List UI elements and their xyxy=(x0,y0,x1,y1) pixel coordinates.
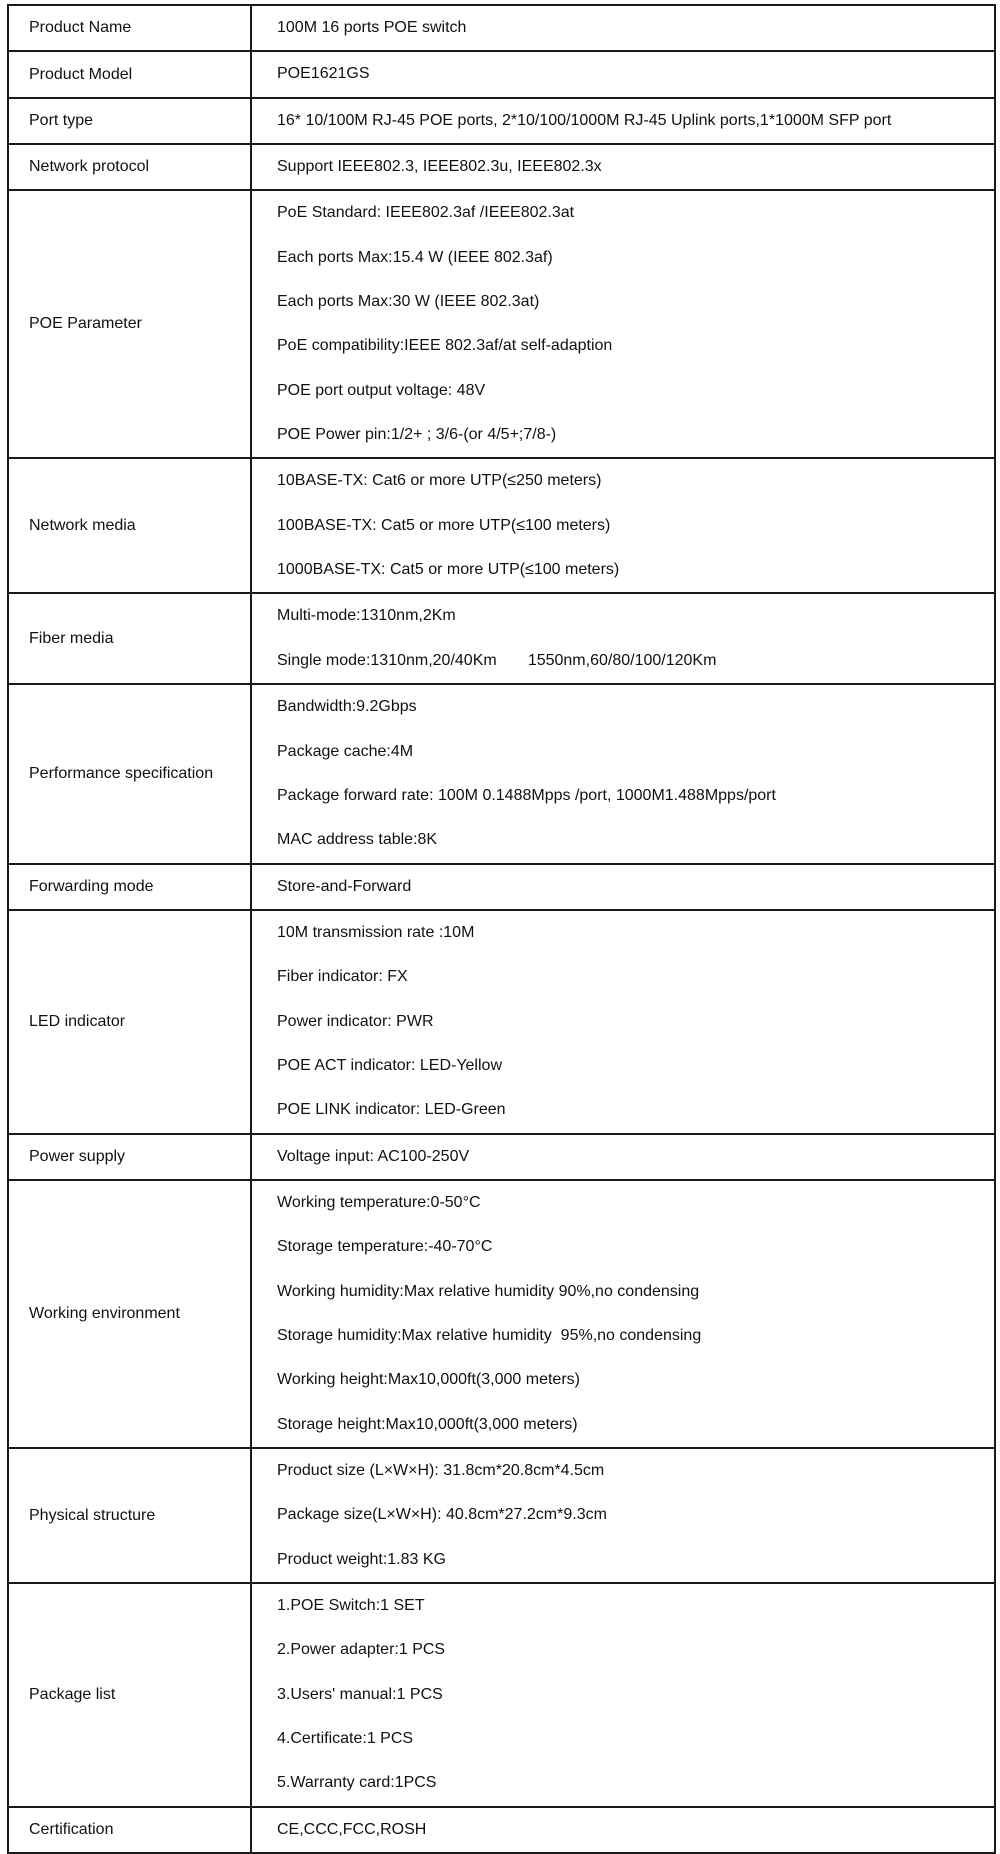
spec-label: Package list xyxy=(8,1583,251,1807)
spec-table xyxy=(7,4,996,1854)
spec-row xyxy=(8,864,995,910)
spec-row xyxy=(8,684,995,863)
spec-row xyxy=(8,1134,995,1180)
spec-label: Performance specification xyxy=(8,684,251,863)
spec-value-line: POE1621GS xyxy=(277,65,370,83)
spec-row xyxy=(8,458,995,593)
spec-value-line: Working humidity:Max relative humidity 90%,no condensing xyxy=(277,1282,700,1300)
spec-label: Certification xyxy=(8,1807,251,1853)
spec-row xyxy=(8,51,995,97)
spec-value-line: 100M 16 ports POE switch xyxy=(277,19,467,36)
spec-value-cell xyxy=(251,98,995,144)
spec-row xyxy=(8,593,995,684)
spec-value-cell xyxy=(251,1448,995,1583)
spec-row xyxy=(8,1448,995,1583)
spec-value-line: 5.Warranty card:1PCS xyxy=(277,1774,437,1792)
spec-value-line: 1.POE Switch:1 SET xyxy=(277,1597,425,1615)
spec-value-cell xyxy=(251,458,995,593)
spec-value-cell xyxy=(251,51,995,97)
spec-value-cell xyxy=(251,1180,995,1448)
spec-value-line: 100BASE-TX: Cat5 or more UTP(≤100 meters) xyxy=(277,516,611,534)
spec-value-line: POE Power pin:1/2+ ; 3/6-(or 4/5+;7/8-) xyxy=(277,426,557,444)
spec-value-cell xyxy=(251,1807,995,1853)
spec-value-cell xyxy=(251,684,995,863)
spec-label: Network media xyxy=(8,458,251,593)
spec-value-line: 10BASE-TX: Cat6 or more UTP(≤250 meters) xyxy=(277,472,602,490)
spec-value-line: Storage humidity:Max relative humidity 95%,no condensing xyxy=(277,1326,702,1344)
spec-row xyxy=(8,910,995,1134)
spec-value-line: Store-and-Forward xyxy=(277,877,412,895)
spec-value-line: Each ports Max:15.4 W (IEEE 802.3af) xyxy=(277,248,553,266)
spec-value-line: Storage height:Max10,000ft(3,000 meters) xyxy=(277,1415,578,1433)
spec-value-line: 10M transmission rate :10M xyxy=(277,923,475,941)
spec-row xyxy=(8,190,995,458)
spec-value-line: Product weight:1.83 KG xyxy=(277,1550,446,1568)
spec-value-line: 1000BASE-TX: Cat5 or more UTP(≤100 meters) xyxy=(277,561,620,579)
spec-value-line: 2.Power adapter:1 PCS xyxy=(277,1641,446,1659)
spec-value-line: 16* 10/100M RJ-45 POE ports, 2*10/100/1000M RJ-45 Uplink ports,1*1000M SFP port xyxy=(277,111,892,129)
spec-label: Fiber media xyxy=(8,593,251,684)
spec-label: Power supply xyxy=(8,1134,251,1180)
spec-value-line: POE ACT indicator: LED-Yellow xyxy=(277,1056,502,1074)
spec-value-cell xyxy=(251,144,995,190)
spec-value-line: Bandwidth:9.2Gbps xyxy=(277,698,417,716)
spec-table-body xyxy=(8,5,995,1853)
spec-value-line: Working temperature:0-50°C xyxy=(277,1193,481,1211)
spec-value-line: Power indicator: PWR xyxy=(277,1012,434,1030)
spec-value-line: Storage temperature:-40-70°C xyxy=(277,1238,493,1256)
spec-value-cell xyxy=(251,593,995,684)
spec-value-cell xyxy=(251,1134,995,1180)
spec-value-line: Package forward rate: 100M 0.1488Mpps /port, 1000M1.488Mpps/port xyxy=(277,786,776,804)
spec-value-cell xyxy=(251,190,995,458)
spec-value-cell xyxy=(251,5,995,51)
spec-value-line: POE port output voltage: 48V xyxy=(277,381,486,399)
spec-value-line: Product size (L×W×H): 31.8cm*20.8cm*4.5cm xyxy=(277,1462,605,1479)
spec-row xyxy=(8,144,995,190)
spec-row xyxy=(8,1807,995,1853)
spec-value-line: Package cache:4M xyxy=(277,742,414,760)
spec-value-line: 3.Users' manual:1 PCS xyxy=(277,1685,443,1703)
spec-value-line: Single mode:1310nm,20/40Km 1550nm,60/80/100/120Km xyxy=(277,651,717,669)
spec-value-line: MAC address table:8K xyxy=(277,831,438,849)
spec-label: Physical structure xyxy=(8,1448,251,1583)
spec-label: Product Name xyxy=(8,5,251,51)
spec-value-line: Working height:Max10,000ft(3,000 meters) xyxy=(277,1371,580,1389)
spec-value-line: PoE compatibility:IEEE 802.3af/at self-adaption xyxy=(277,337,613,355)
spec-label: Port type xyxy=(8,98,251,144)
spec-value-cell xyxy=(251,864,995,910)
spec-label: Forwarding mode xyxy=(8,864,251,910)
spec-value-line: Each ports Max:30 W (IEEE 802.3at) xyxy=(277,293,540,311)
spec-value-cell xyxy=(251,1583,995,1807)
spec-row xyxy=(8,98,995,144)
spec-value-line: Multi-mode:1310nm,2Km xyxy=(277,607,456,625)
spec-row xyxy=(8,1583,995,1807)
spec-value-line: 4.Certificate:1 PCS xyxy=(277,1730,414,1748)
spec-value-line: PoE Standard: IEEE802.3af /IEEE802.3at xyxy=(277,204,575,222)
spec-value-line: Support IEEE802.3, IEEE802.3u, IEEE802.3x xyxy=(277,158,602,176)
spec-value-cell xyxy=(251,910,995,1134)
spec-label: POE Parameter xyxy=(8,190,251,458)
spec-row xyxy=(8,1180,995,1448)
spec-value-line: CE,CCC,FCC,ROSH xyxy=(277,1820,427,1838)
spec-value-line: Fiber indicator: FX xyxy=(277,968,408,986)
spec-value-line: Package size(L×W×H): 40.8cm*27.2cm*9.3cm xyxy=(277,1506,607,1524)
spec-label: Working environment xyxy=(8,1180,251,1448)
spec-label: Network protocol xyxy=(8,144,251,190)
spec-label: Product Model xyxy=(8,51,251,97)
spec-value-line: POE LINK indicator: LED-Green xyxy=(277,1101,506,1119)
spec-label: LED indicator xyxy=(8,910,251,1134)
spec-row xyxy=(8,5,995,51)
spec-value-line: Voltage input: AC100-250V xyxy=(277,1147,470,1165)
